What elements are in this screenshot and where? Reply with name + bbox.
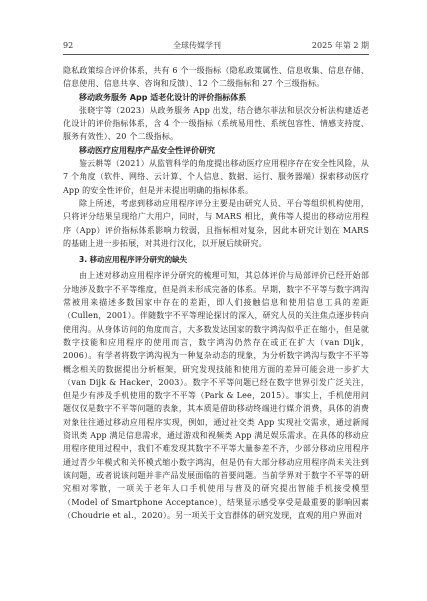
subheading-gov-app: 移动政务服务 App 适老化设计的评价指标体系 bbox=[79, 92, 247, 102]
paragraph-medical-app: 鉴云耕等（2021）从监管科学的角度提出移动医疗应用程序存在安全性风险，从 7 个角度（软件、网络、云计算、个人信息、数据、运行、服务器端）探索移动医疗 App 的安全性评价，但是并未提出明确的指标体系。 bbox=[63, 159, 369, 195]
article-body bbox=[63, 64, 369, 522]
issue-label: 2025 年第 2 期 bbox=[311, 41, 369, 50]
section-heading: 3. 移动应用程序评分研究的缺失 bbox=[79, 255, 188, 265]
running-header bbox=[63, 40, 369, 52]
paragraph-digital-inequality: 由上述对移动应用程序评分研究的梳理可知，其总体评价与局部评价已经开始部分地涉及数字不平等维度，但是尚未形成完备的体系。早期，数字不平等与数字鸿沟常被用来描述多数国家中存在的差距，即人们接触信息和使用信息工具的差距（Cullen，2001）。伴随数字不平等理论探讨的深入，研究人员的关注焦点逐步转向使用沟。从身体访问的角度而言，大多数发达国家的数字鸿沟似乎正在缩小，但是就数字技能和应用程序的使用而言，数字鸿沟仍然存在或正在扩大（van Dijk，2006）。有学者将数字鸿沟视为一种复杂动态的现象，为分析数字鸿沟与数字不平等概念相关的数据提出分析框架，研究发现技能和使用方面的差异可能会进一步扩大（van Dijk & Hacker，2003）。数字不平等问题已经在数字世界引发广泛关注，但是少有涉及手机使用的数字不平等（Park & Lee，2015）。事实上，手机使用问题仅仅是数字不平等问题的表象，其本质是借助移动终端进行媒介消费，具体的消费对象往往通过移动应用程序实现，例如，通过社交类 App 实现社交需求，通过新闻资讯类 App 满足信息需求，通过游戏和视频类 App 满足娱乐需求。在具体的移动应用程序使用过程中，我们不难发现其数字不平等大量参差不齐，少部分移动应用程序通过青少年模式和关怀模式缩小数字鸿沟，但是仍有大部分移动应用程序尚未关注到该问题，或者说该问题并非产品发展面临的首要问题。当前学界对于数字不平等的研究相对零散，一项关于老年人口手机使用与普及的研究提出智能手机接受模型（Model of Smartphone Acceptance），结果显示感受享受是最重要的影响因素（Choudrie et al.，2020）。另一项关于文盲群体的研究发现，直观的用户界面对 bbox=[63, 271, 369, 520]
paragraph-privacy-index: 隐私政策综合评价体系，共有 6 个一级指标（隐私政策属性、信息收集、信息存储、信息使用、信息共享、咨询和反馈）、12 个二级指标和 27 个三级指标。 bbox=[63, 66, 369, 89]
header-rule bbox=[63, 54, 369, 55]
paragraph-summary: 除上所述，考虑到移动应用程序评分主要是由研究人员、平台等组织机构使用，只将评分结果呈现给广大用户，同时，与 MARS 相比，黄伟等人提出的移动应用程序（App）评价指标体系影响力较弱，且指标相对复杂，因此本研究计划在 MARS 的基础上进一步拓展，对其进行汉化，以开展后续研究。 bbox=[63, 198, 369, 248]
journal-title: 全球传媒学刊 bbox=[173, 41, 221, 50]
page-number: 92 bbox=[63, 41, 74, 50]
subheading-medical-app: 移动医疗应用程序产品安全性评价研究 bbox=[79, 145, 215, 155]
paragraph-gov-app: 张晓宇等（2023）从政务服务 App 出发，结合德尔菲法和层次分析法构建适老化设计的评价指标体系，含 4 个一级指标（系统易用性、系统包容性、情感支持度、服务有效性）、20 个二级指标。 bbox=[63, 105, 369, 142]
